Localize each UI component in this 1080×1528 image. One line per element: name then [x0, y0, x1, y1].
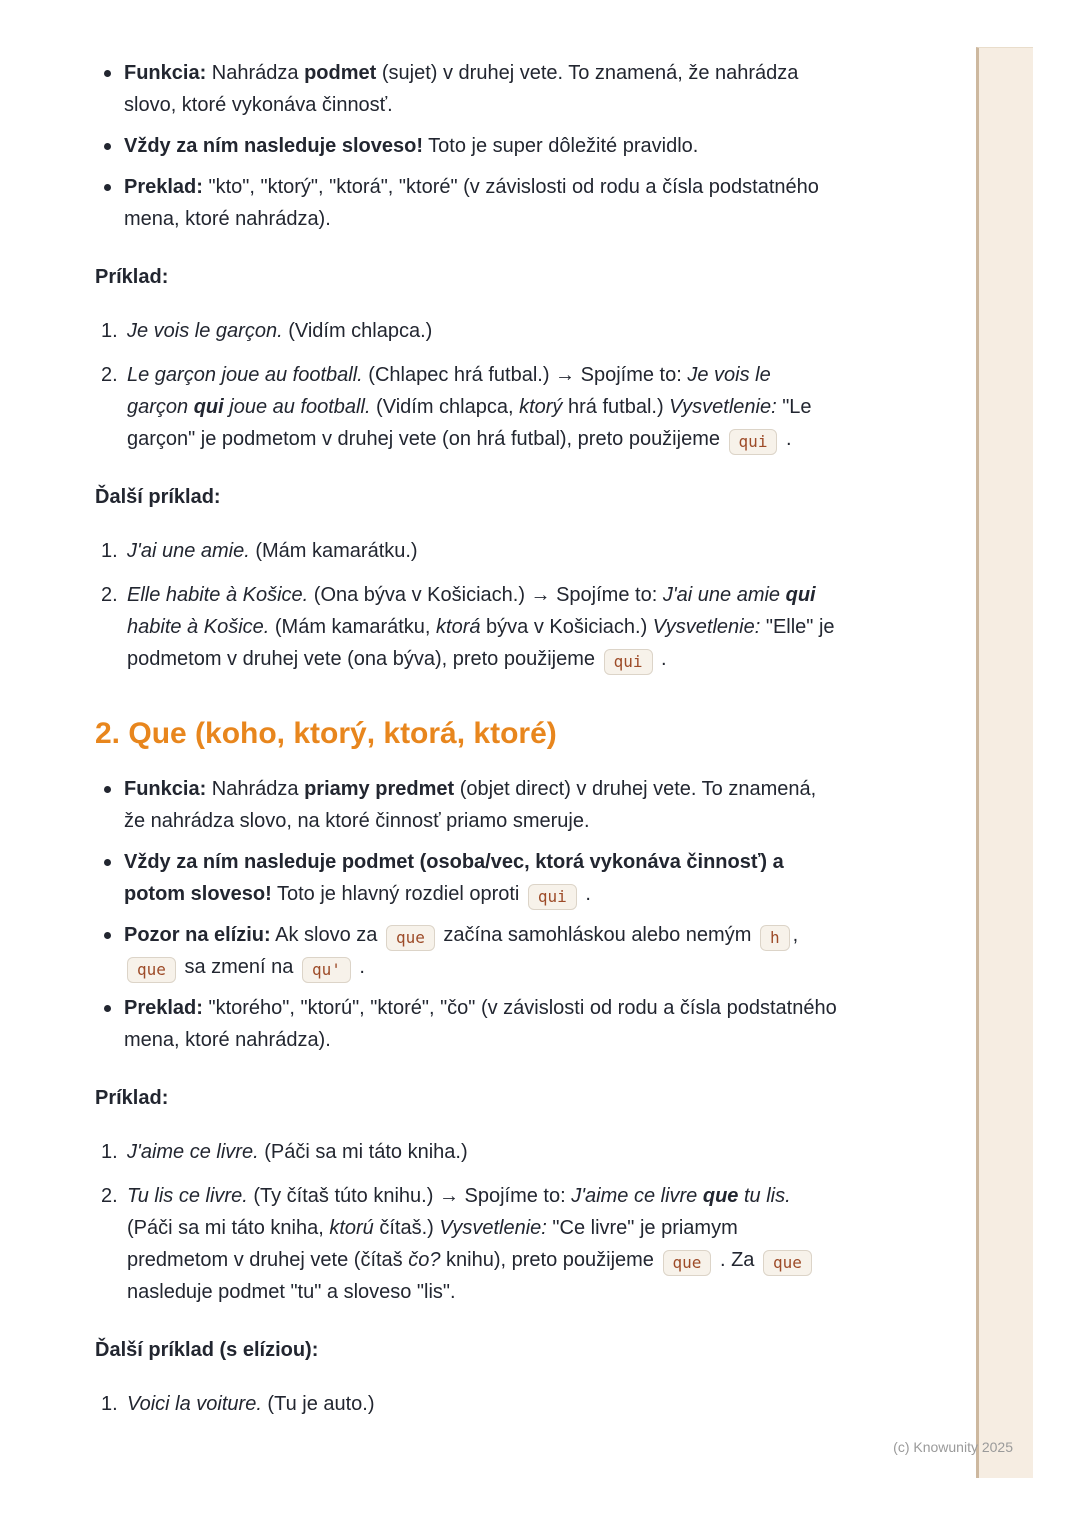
- text-segment: (Tu je auto.): [261, 1393, 375, 1415]
- text-segment: "kto", "ktorý", "ktorá", "ktoré" (v závislosti od rodu a čísla podstatného mena, ktoré nahrádza).: [124, 176, 819, 230]
- text-segment: que: [702, 1185, 739, 1207]
- text-segment: (Mám kamarátku,: [269, 616, 437, 638]
- text-segment: J'aime ce livre.: [127, 1141, 259, 1163]
- text-segment: "ktorého", "ktorú", "ktoré", "čo" (v závislosti od rodu a čísla podstatného mena, ktoré nahrádza).: [124, 997, 837, 1051]
- code-chip: qui: [604, 649, 653, 675]
- text-segment: Toto je hlavný rozdiel oproti: [271, 883, 525, 905]
- section-qui: [95, 57, 837, 675]
- text-segment: joue au football.: [223, 396, 371, 418]
- text-segment: ktorý: [519, 396, 563, 418]
- example-item: [127, 1180, 837, 1308]
- example-label: Príklad:: [95, 266, 169, 288]
- text-segment: qui: [785, 584, 816, 606]
- text-segment: J'aime ce livre: [571, 1185, 703, 1207]
- example-item: [127, 315, 837, 347]
- que-example-list: [95, 1136, 837, 1308]
- list-item-rule: [124, 130, 837, 162]
- qui-rules-list: [95, 57, 837, 235]
- text-segment: ktorú: [329, 1217, 374, 1239]
- example-label: Ďalší príklad (s elíziou):: [95, 1339, 319, 1361]
- text-segment: býva v Košiciach.): [480, 616, 653, 638]
- text-segment: (sujet) v druhej vete. To znamená, že nahrádza slovo, ktoré vykonáva činnosť.: [124, 62, 799, 116]
- text-segment: "Le garçon" je podmetom v druhej vete (on hrá futbal), preto použijeme: [127, 396, 812, 450]
- text-segment: Vždy za ním nasleduje podmet (osoba/vec, ktorá vykonáva činnosť) a potom sloveso!: [124, 851, 784, 905]
- text-segment: sa zmení na: [178, 956, 299, 978]
- que-rules-list: [95, 773, 837, 1056]
- text-segment: Vysvetlenie:: [439, 1217, 547, 1239]
- text-segment: priamy predmet: [304, 778, 455, 800]
- qui-example-list: [95, 315, 837, 455]
- text-segment: (Ty čítaš túto knihu.) → Spojíme to:: [247, 1185, 572, 1207]
- text-segment: (Mám kamarátku.): [249, 540, 418, 562]
- text-segment: J'ai une amie: [662, 584, 786, 606]
- text-segment: Pozor na elíziu:: [124, 924, 271, 946]
- text-segment: Je vois le garçon.: [127, 320, 283, 342]
- list-item-funkcia: [124, 773, 837, 837]
- list-item-preklad: [124, 992, 837, 1056]
- code-chip: que: [127, 957, 176, 983]
- example-item: [127, 579, 837, 675]
- next-page-edge-decoration: [976, 47, 1033, 1478]
- code-chip: qu': [302, 957, 351, 983]
- text-segment: Elle habite à Košice.: [127, 584, 309, 606]
- text-segment: Preklad:: [124, 176, 203, 198]
- text-segment: habite à Košice.: [127, 616, 270, 638]
- list-item-funkcia: [124, 57, 837, 121]
- text-segment: hrá futbal.): [562, 396, 670, 418]
- qui-example-list-2: [95, 535, 837, 675]
- text-segment: Funkcia:: [124, 778, 207, 800]
- section-que: [95, 715, 837, 1420]
- text-segment: Tu lis ce livre.: [127, 1185, 248, 1207]
- text-segment: Toto je super dôležité pravidlo.: [422, 135, 699, 157]
- text-segment: Le garçon joue au football.: [127, 364, 363, 386]
- text-segment: "Elle" je podmetom v druhej vete (ona býva), preto použijeme: [127, 616, 835, 670]
- example-item: [127, 535, 837, 567]
- text-segment: čo?: [408, 1249, 441, 1271]
- document-content: [95, 0, 837, 1444]
- list-item-preklad: [124, 171, 837, 235]
- text-segment: (Páči sa mi táto kniha.): [258, 1141, 468, 1163]
- text-segment: nasleduje podmet "tu" a sloveso "lis".: [127, 1281, 456, 1303]
- text-segment: J'ai une amie.: [127, 540, 250, 562]
- text-segment: qui: [193, 396, 224, 418]
- text-segment: .: [780, 428, 792, 450]
- text-segment: Nahrádza: [206, 778, 305, 800]
- text-segment: .: [655, 648, 667, 670]
- text-segment: Vysvetlenie:: [669, 396, 777, 418]
- text-segment: (Vidím chlapca,: [370, 396, 520, 418]
- list-item-rule: [124, 846, 837, 910]
- que-example-list-2: [95, 1388, 837, 1420]
- text-segment: . Za: [714, 1249, 760, 1271]
- text-segment: začína samohláskou alebo nemým: [437, 924, 757, 946]
- text-segment: (Chlapec hrá futbal.) → Spojíme to:: [362, 364, 688, 386]
- code-chip: h: [760, 925, 790, 951]
- code-chip: que: [386, 925, 435, 951]
- text-segment: knihu), preto použijeme: [440, 1249, 660, 1271]
- code-chip: qui: [528, 884, 577, 910]
- text-segment: tu lis.: [738, 1185, 791, 1207]
- text-segment: (Ona býva v Košiciach.) → Spojíme to:: [308, 584, 663, 606]
- text-segment: Preklad:: [124, 997, 203, 1019]
- text-segment: (Vidím chlapca.): [282, 320, 433, 342]
- text-segment: .: [579, 883, 591, 905]
- code-chip: que: [663, 1250, 712, 1276]
- text-segment: Vždy za ním nasleduje sloveso!: [124, 135, 423, 157]
- list-item-elizia: [124, 919, 837, 983]
- text-segment: Nahrádza: [206, 62, 305, 84]
- example-label: Príklad:: [95, 1087, 169, 1109]
- code-chip: qui: [729, 429, 778, 455]
- text-segment: "Ce livre" je priamym predmetom v druhej vete (čítaš: [127, 1217, 738, 1271]
- section-heading-que: 2. Que (koho, ktorý, ktorá, ktoré): [95, 717, 557, 750]
- code-chip: que: [763, 1250, 812, 1276]
- text-segment: Voici la voiture.: [127, 1393, 262, 1415]
- text-segment: .: [353, 956, 365, 978]
- text-segment: čítaš.): [373, 1217, 440, 1239]
- text-segment: ktorá: [436, 616, 481, 638]
- text-segment: (Páči sa mi táto kniha,: [127, 1217, 330, 1239]
- example-item: [127, 1136, 837, 1168]
- text-segment: Ak slovo za: [270, 924, 383, 946]
- example-item: [127, 359, 837, 455]
- example-item: [127, 1388, 837, 1420]
- text-segment: Funkcia:: [124, 62, 207, 84]
- text-segment: Je vois le garçon: [127, 364, 771, 418]
- copyright-watermark: (c) Knowunity 2025: [893, 1439, 1013, 1455]
- example-label: Ďalší príklad:: [95, 486, 221, 508]
- text-segment: podmet: [304, 62, 377, 84]
- text-segment: ,: [792, 924, 799, 946]
- text-segment: Vysvetlenie:: [652, 616, 761, 638]
- text-segment: (objet direct) v druhej vete. To znamená, že nahrádza slovo, na ktoré činnosť priamo smeruje.: [124, 778, 817, 832]
